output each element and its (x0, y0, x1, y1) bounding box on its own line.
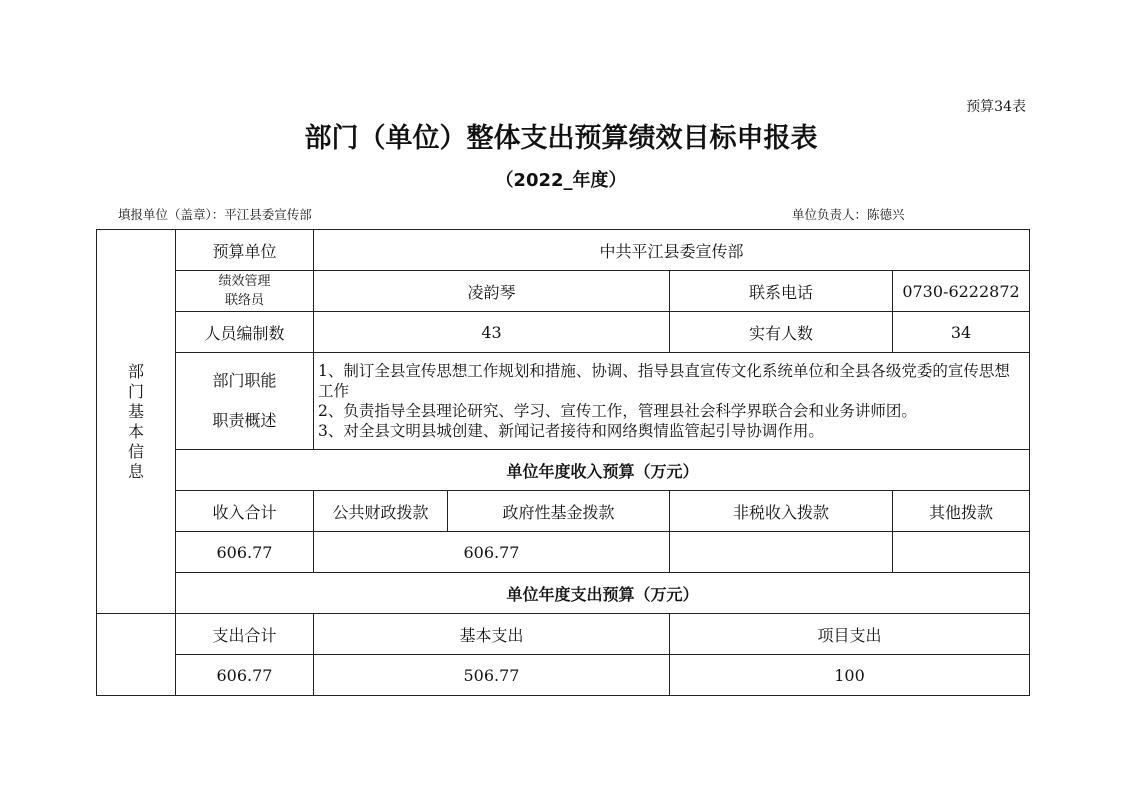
phone-label: 联系电话 (670, 271, 893, 312)
contact-label-line-2: 联络员 (224, 293, 264, 308)
income-header-total: 收入合计 (176, 491, 314, 532)
expense-header-basic: 基本支出 (314, 614, 670, 655)
income-public-value: 606.77 (314, 532, 670, 573)
expense-header-project: 项目支出 (670, 614, 1030, 655)
budget-unit-value: 中共平江县委宣传部 (314, 230, 1030, 271)
side-label-cont-1 (97, 614, 176, 655)
actual-staff-label: 实有人数 (670, 312, 893, 353)
contact-label-line-1: 绩效管理 (218, 274, 271, 289)
unit-leader: 单位负责人：陈德兴 (792, 207, 905, 222)
duty-label-line-2: 职责概述 (212, 411, 277, 430)
phone-value: 0730-6222872 (893, 271, 1030, 312)
duty-label (176, 353, 314, 450)
fiscal-year: （2022_年度） (495, 170, 627, 191)
duty-label-line-1: 部门职能 (212, 371, 277, 390)
income-other-value (893, 532, 1030, 573)
income-header-public: 公共财政拨款 (314, 491, 448, 532)
expense-header-total: 支出合计 (176, 614, 314, 655)
expense-basic-value: 506.77 (314, 655, 670, 696)
duty-description (314, 353, 1030, 450)
expense-project-value: 100 (670, 655, 1030, 696)
budget-unit-label: 预算单位 (176, 230, 314, 271)
income-header-nontax: 非税收入拨款 (670, 491, 893, 532)
side-label-cell (97, 230, 176, 614)
contact-value: 凌韵琴 (314, 271, 670, 312)
expense-total-value: 606.77 (176, 655, 314, 696)
staff-quota-value: 43 (314, 312, 670, 353)
performance-target-table (96, 229, 1030, 696)
staff-quota-label: 人员编制数 (176, 312, 314, 353)
expense-section-title: 单位年度支出预算（万元） (176, 573, 1030, 614)
duty-item-1: 1、制订全县宣传思想工作规划和措施、协调、指导县直宣传文化系统单位和全县各级党委的宣传思想工作 (318, 362, 1010, 400)
income-header-other: 其他拨款 (893, 491, 1030, 532)
side-label-cont-2 (97, 655, 176, 696)
duty-item-3: 3、对全县文明县城创建、新闻记者接待和网络舆情监管起引导协调作用。 (318, 422, 824, 440)
duty-item-2: 2、负责指导全县理论研究、学习、宣传工作，管理县社会科学界联合会和业务讲师团。 (318, 402, 917, 420)
income-header-fund: 政府性基金拨款 (448, 491, 670, 532)
income-section-title: 单位年度收入预算（万元） (176, 450, 1030, 491)
contact-label (176, 271, 314, 312)
form-number: 预算34表 (966, 99, 1026, 115)
income-nontax-value (670, 532, 893, 573)
income-total-value: 606.77 (176, 532, 314, 573)
side-label: 部门基本信息 (128, 361, 145, 481)
page-title: 部门（单位）整体支出预算绩效目标申报表 (304, 123, 818, 154)
filing-unit: 填报单位（盖章）：平江县委宣传部 (118, 207, 312, 222)
actual-staff-value: 34 (893, 312, 1030, 353)
